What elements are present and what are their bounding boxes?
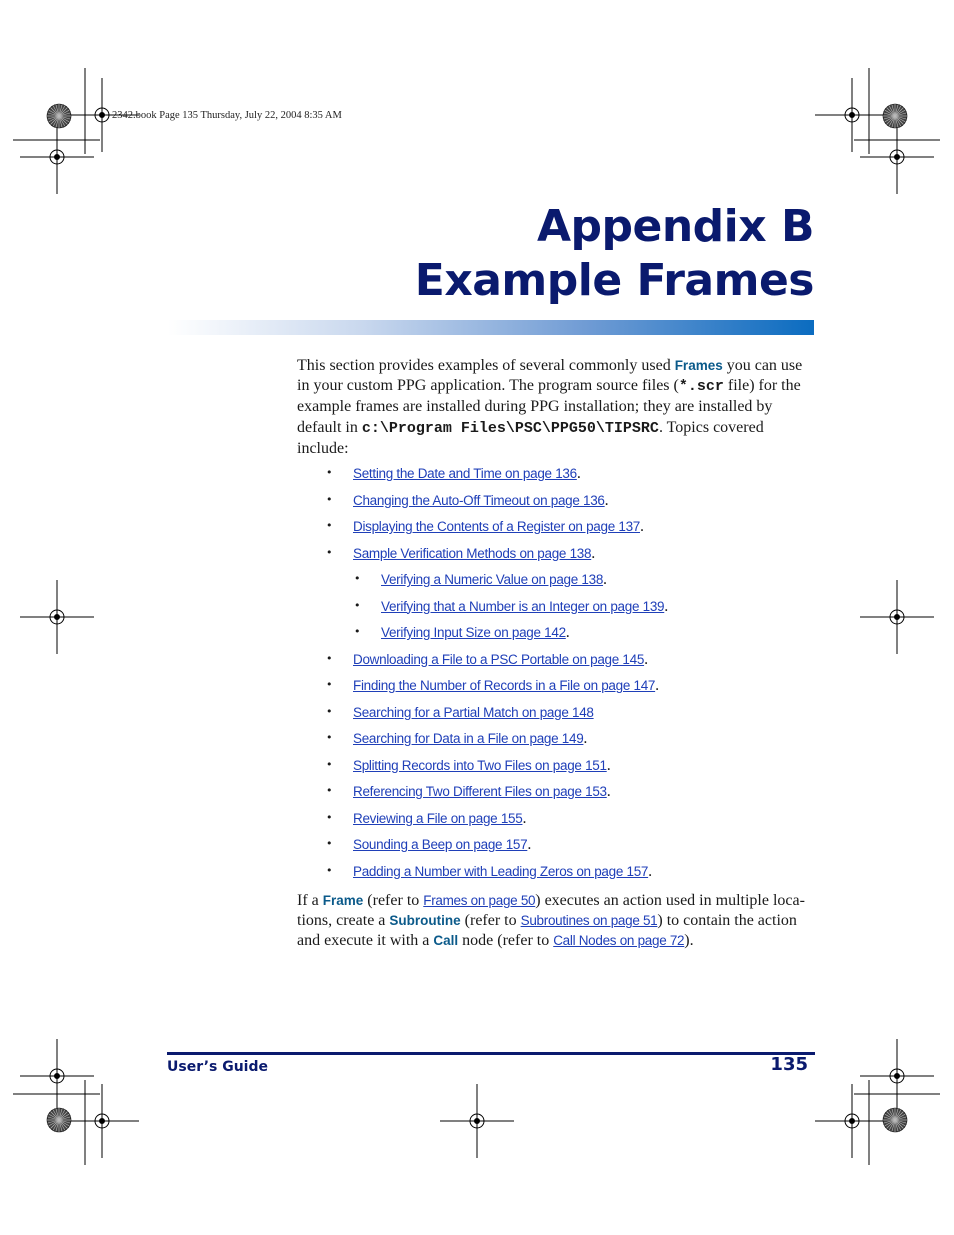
topic-row — [381, 623, 570, 643]
topic-suffix: . — [606, 756, 611, 774]
topic-suffix: . — [583, 730, 588, 747]
bullet-glyph: • — [326, 466, 333, 479]
topic-link[interactable]: Setting the Date and Time on page 136 — [353, 466, 577, 481]
bullet-glyph: • — [354, 598, 361, 612]
closing-text-5: ) to contain the action and execute it with a — [297, 912, 797, 950]
term-frame: Frame — [322, 893, 364, 908]
bullet-glyph: • — [326, 731, 333, 744]
bullet-glyph: • — [326, 519, 333, 532]
topic-row — [353, 729, 587, 749]
bullet-glyph: • — [326, 784, 333, 797]
topic-suffix: . — [576, 465, 581, 482]
footer-page-number: 135 — [770, 1054, 808, 1075]
intro-paragraph — [297, 356, 815, 459]
bullet-glyph: • — [326, 492, 333, 506]
topic-link[interactable]: Verifying Input Size on page 142 — [381, 625, 566, 640]
intro-text-2: you can use in your custom PPG application. The program source files ( — [297, 357, 803, 395]
bullet-glyph: • — [326, 545, 333, 559]
link-call-nodes[interactable]: Call Nodes on page 72 — [553, 933, 685, 949]
appendix-subtitle: Example Frames — [414, 255, 814, 306]
topic-row — [353, 491, 609, 511]
term-frames: Frames — [674, 358, 723, 373]
topic-suffix: . — [655, 677, 660, 694]
topic-suffix: . — [603, 571, 608, 588]
topic-link[interactable]: Splitting Records into Two Files on page 151 — [353, 757, 607, 773]
bullet-glyph: • — [326, 651, 333, 665]
topic-suffix: . — [522, 809, 527, 827]
title-gradient-bar — [168, 320, 814, 335]
topic-link[interactable]: Verifying that a Number is an Integer on page 139 — [381, 598, 665, 614]
bullet-glyph: • — [326, 757, 333, 771]
bullet-glyph: • — [326, 837, 333, 850]
closing-text-2: (refer to — [363, 892, 424, 909]
topic-suffix: . — [606, 783, 611, 800]
topic-row — [353, 544, 595, 564]
topic-row — [353, 835, 531, 855]
topic-suffix: . — [565, 624, 570, 641]
topic-row — [353, 862, 652, 882]
closing-text-7: ). — [684, 932, 694, 950]
topic-link[interactable]: Sample Verification Methods on page 138 — [353, 545, 592, 561]
topic-suffix: . — [640, 518, 644, 535]
bullet-glyph: • — [326, 678, 333, 691]
topic-suffix: . — [604, 491, 609, 509]
topic-row — [353, 650, 648, 670]
topic-link[interactable]: Reviewing a File on page 155 — [353, 810, 523, 826]
topic-row — [353, 703, 594, 723]
topic-link[interactable]: Downloading a File to a PSC Portable on page 145 — [353, 651, 645, 667]
topic-suffix: . — [664, 597, 669, 615]
topic-suffix: . — [648, 862, 653, 880]
topic-row — [353, 809, 526, 829]
topic-link[interactable]: Referencing Two Different Files on page 153 — [353, 784, 607, 799]
topic-link[interactable]: Displaying the Contents of a Register on page 137 — [353, 519, 640, 534]
print-header-stamp: 2342.book Page 135 Thursday, July 22, 2004 8:35 AM — [112, 110, 342, 121]
code-path: c:\Program Files\PSC\PPG50\TIPSRC — [361, 419, 659, 437]
topic-link[interactable]: Searching for Data in a File on page 149 — [353, 731, 584, 746]
term-call: Call — [433, 933, 459, 949]
topic-link[interactable]: Sounding a Beep on page 157 — [353, 837, 528, 852]
topic-link[interactable]: Verifying a Numeric Value on page 138 — [381, 572, 604, 587]
footer-rule — [167, 1052, 815, 1055]
intro-text-4: . Topics covered include: — [297, 418, 764, 457]
bullet-glyph: • — [354, 625, 361, 638]
topic-link[interactable]: Finding the Number of Records in a File on page 147 — [353, 678, 656, 693]
topic-row — [353, 464, 581, 484]
closing-text-4: (refer to — [460, 912, 521, 930]
footer-guide-title: User’s Guide — [167, 1059, 268, 1075]
topic-suffix: . — [644, 650, 649, 668]
closing-paragraph — [297, 891, 815, 952]
bullet-glyph: • — [326, 810, 333, 824]
topic-link[interactable]: Changing the Auto-Off Timeout on page 136 — [353, 492, 605, 508]
topic-row — [381, 597, 668, 617]
intro-text-3: file) for the example frames are installed during PPG installation; they are installed by default in — [297, 377, 801, 436]
closing-text-6: node (refer to — [458, 932, 554, 950]
code-scr: *.scr — [678, 378, 724, 396]
term-subroutine: Subroutine — [389, 913, 461, 929]
topic-row — [353, 756, 611, 776]
topic-link[interactable]: Searching for a Partial Match on page 148 — [353, 704, 594, 720]
intro-text-1: This section provides examples of several commonly used — [297, 357, 675, 374]
link-subroutines[interactable]: Subroutines on page 51 — [520, 913, 658, 929]
bullet-glyph: • — [326, 704, 333, 718]
bullet-glyph: • — [326, 863, 333, 877]
topic-row — [353, 676, 659, 696]
link-frames[interactable]: Frames on page 50 — [423, 893, 536, 908]
topic-suffix: . — [591, 544, 596, 562]
topic-row — [353, 517, 644, 537]
topic-row — [353, 782, 611, 802]
topic-suffix: . — [527, 836, 532, 853]
topic-row — [381, 570, 607, 590]
closing-text-3: ) executes an action used in multiple loca-tions, create a — [297, 892, 805, 930]
appendix-title: Appendix B — [536, 201, 814, 252]
closing-text-1: If a — [297, 892, 323, 909]
bullet-glyph: • — [354, 572, 361, 585]
topic-link[interactable]: Padding a Number with Leading Zeros on page 157 — [353, 863, 649, 879]
